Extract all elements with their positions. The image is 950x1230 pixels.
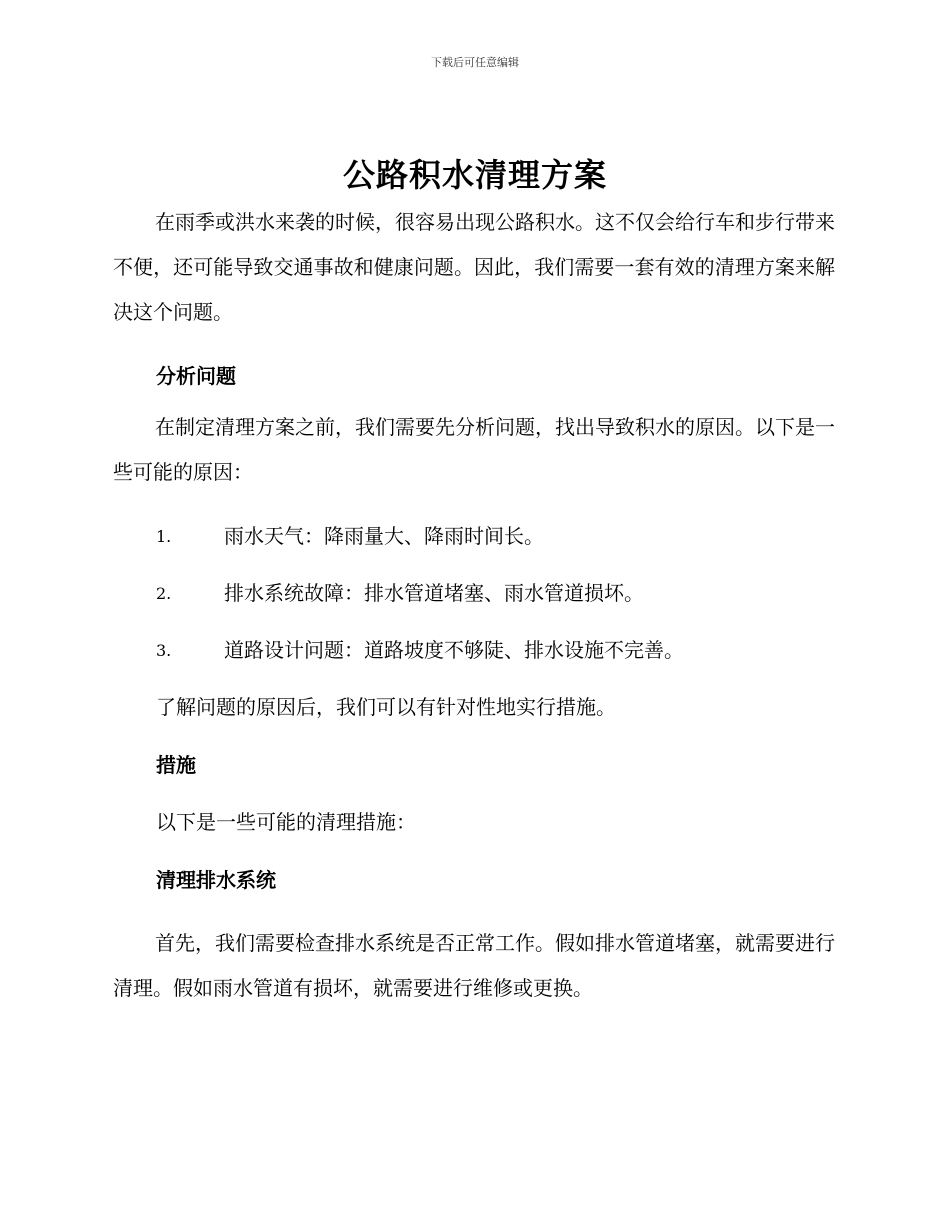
section-heading-analysis: 分析问题 (156, 364, 236, 388)
list-item (113, 622, 835, 679)
intro-paragraph: 在雨季或洪水来袭的时候，很容易出现公路积水。这不仅会给行车和步行带来不便，还可能导致交通事故和健康问题。因此，我们需要一套有效的清理方案来解决这个问题。 (113, 210, 835, 324)
measures-intro: 以下是一些可能的清理措施： (156, 810, 416, 834)
header-note: 下载后可任意编辑 (431, 56, 519, 69)
list-item (113, 565, 835, 622)
document-body (113, 200, 835, 1011)
drainage-paragraph: 首先，我们需要检查排水系统是否正常工作。假如排水管道堵塞，就需要进行清理。假如雨水管道有损坏，就需要进行维修或更换。 (113, 931, 835, 1000)
section-heading-measures: 措施 (156, 753, 196, 777)
document-title: 公路积水清理方案 (342, 156, 607, 194)
list-item-text: 雨水天气：降雨量大、降雨时间长。 (224, 524, 544, 548)
list-item (113, 508, 835, 565)
causes-list (113, 508, 835, 679)
section-heading-drainage: 清理排水系统 (156, 868, 276, 892)
list-item-number: 3. (156, 641, 172, 660)
list-item-number: 1. (156, 527, 172, 546)
list-item-number: 2. (156, 584, 172, 603)
list-item-text: 排水系统故障：排水管道堵塞、雨水管道损坏。 (224, 581, 644, 605)
analysis-paragraph: 在制定清理方案之前，我们需要先分析问题，找出导致积水的原因。以下是一些可能的原因： (113, 415, 835, 484)
list-item-text: 道路设计问题：道路坡度不够陡、排水设施不完善。 (224, 638, 684, 662)
analysis-conclusion: 了解问题的原因后，我们可以有针对性地实行措施。 (156, 695, 616, 719)
